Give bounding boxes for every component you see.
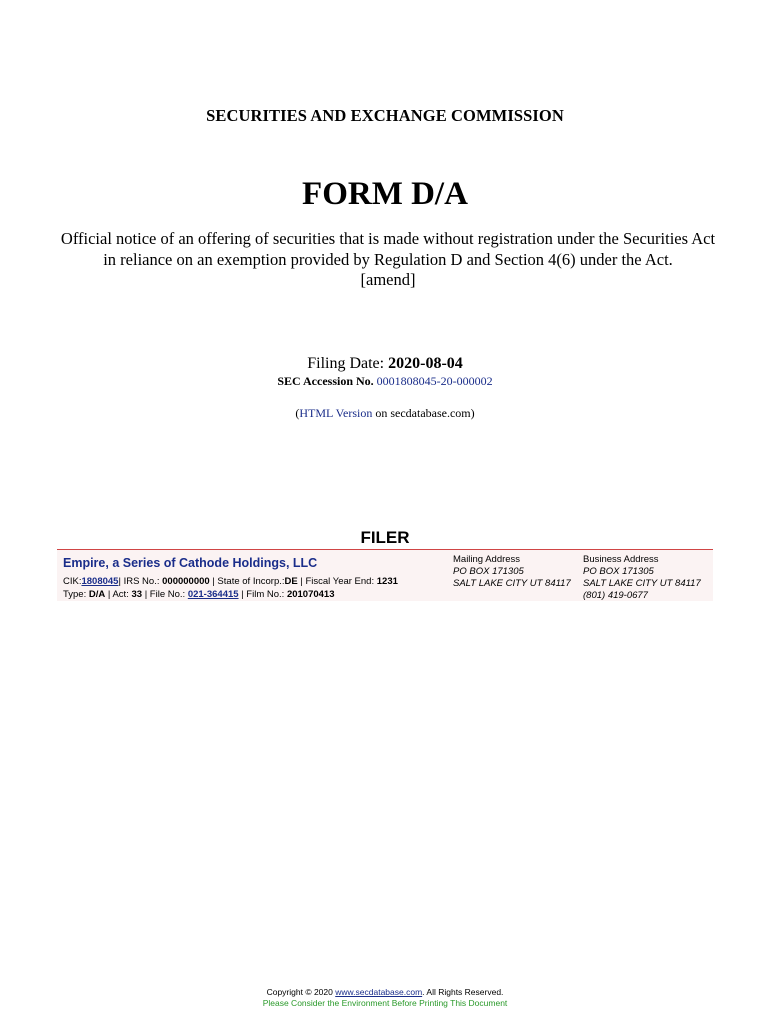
filing-date [0, 355, 770, 373]
filing-date-value: 2020-08-04 [388, 355, 463, 372]
business-address [583, 554, 701, 602]
amend-label: [amend] [360, 270, 416, 289]
offering-notice [55, 229, 721, 291]
filing-date-label: Filing Date: [307, 355, 385, 372]
accession-number [0, 374, 770, 389]
notice-text: Official notice of an offering of securities that is made without registration under the Securities Act in reliance on an exemption provided by Regulation D and Section 4(6) under the Act. [60, 229, 716, 269]
company-name: Empire, a Series of Cathode Holdings, LLC [63, 556, 318, 570]
mailing-address-heading: Mailing Address [453, 554, 521, 565]
html-version-note [0, 406, 770, 421]
act-value: 33 [131, 589, 143, 600]
file-no-link[interactable]: 021-364415 [187, 589, 239, 600]
mailing-address [453, 554, 571, 590]
irs-value: 000000000 [162, 576, 210, 587]
business-address-line-2: SALT LAKE CITY UT 84117 [583, 578, 701, 589]
cik-link[interactable]: 1808045 [81, 576, 119, 587]
filer-meta-line-1 [63, 576, 398, 587]
accession-link[interactable]: 0001808045-20-000002 [376, 374, 493, 388]
copyright-line [0, 987, 770, 998]
mailing-address-line-1: PO BOX 171305 [453, 566, 524, 577]
fiscal-year-value: 1231 [376, 576, 398, 587]
page-footer [0, 987, 770, 1009]
copyright-suffix: . All Rights Reserved. [422, 987, 504, 997]
business-phone: (801) 419-0677 [583, 590, 648, 601]
form-title: FORM D/A [302, 176, 468, 212]
filer-heading: FILER [360, 528, 410, 547]
copyright-prefix: Copyright © 2020 [266, 987, 336, 997]
film-no-label: | Film No.: [238, 589, 287, 600]
file-no-label: | File No.: [142, 589, 188, 600]
business-address-heading: Business Address [583, 554, 659, 565]
secdatabase-link[interactable]: www.secdatabase.com [335, 987, 423, 997]
html-version-rest: on secdatabase.com) [372, 406, 475, 420]
type-value: D/A [88, 589, 106, 600]
fiscal-year-label: | Fiscal Year End: [297, 576, 377, 587]
environment-note: Please Consider the Environment Before Printing This Document [262, 998, 508, 1008]
filer-info-box [57, 549, 713, 601]
state-label: | State of Incorp.: [209, 576, 285, 587]
film-no-value: 201070413 [286, 589, 335, 600]
business-address-line-1: PO BOX 171305 [583, 566, 654, 577]
html-version-link[interactable]: HTML Version [299, 406, 373, 420]
mailing-address-line-2: SALT LAKE CITY UT 84117 [453, 578, 571, 589]
html-version-open: ( [295, 406, 300, 420]
cik-label: CIK: [63, 576, 82, 587]
state-value: DE [284, 576, 298, 587]
accession-label: SEC Accession No. [277, 374, 374, 388]
filer-meta-line-2 [63, 589, 335, 600]
commission-title: SECURITIES AND EXCHANGE COMMISSION [206, 106, 564, 125]
type-label: Type: [63, 589, 89, 600]
act-label: | Act: [105, 589, 132, 600]
irs-label: | IRS No.: [118, 576, 163, 587]
